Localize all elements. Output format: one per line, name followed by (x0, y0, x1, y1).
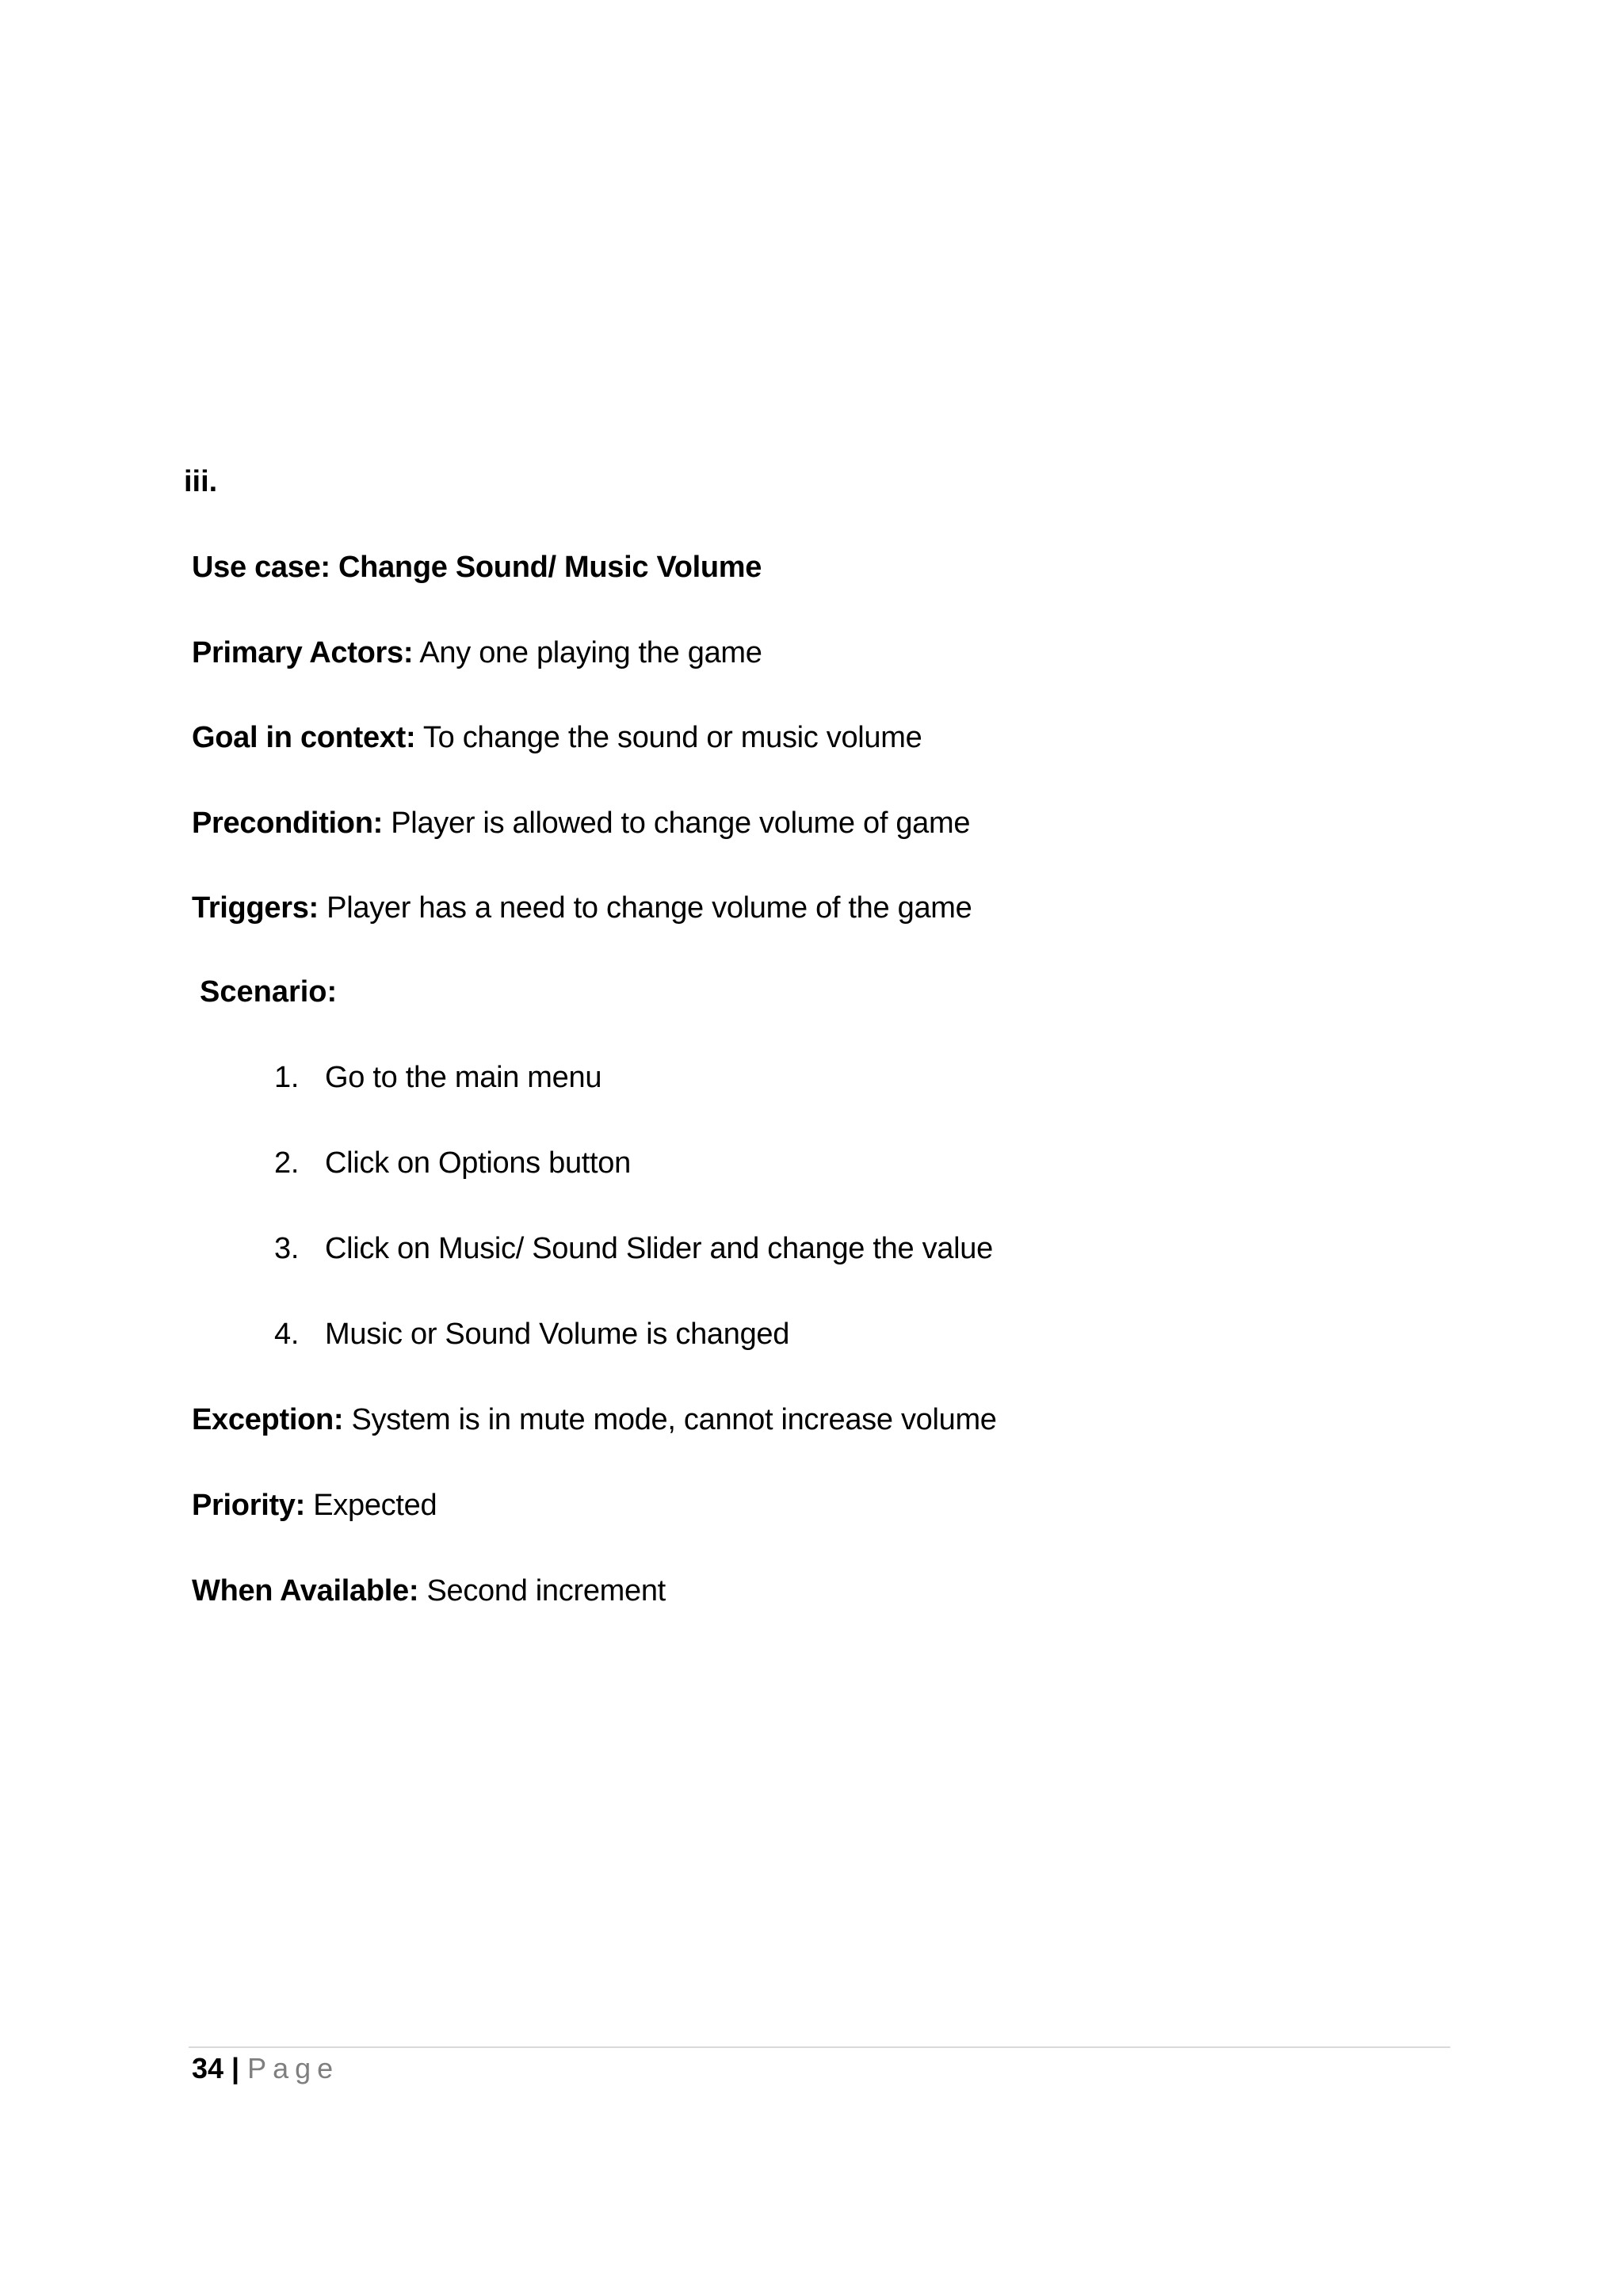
goal-in-context-value: To change the sound or music volume (422, 721, 922, 754)
step-number: 1. (274, 1061, 300, 1094)
use-case-line (192, 548, 762, 586)
scenario-step (274, 1058, 601, 1097)
priority-value: Expected (313, 1489, 437, 1522)
scenario-step (274, 1144, 631, 1182)
scenario-heading: Scenario: (200, 975, 338, 1009)
step-number: 3. (274, 1232, 300, 1265)
primary-actors-value: Any one playing the game (419, 636, 762, 669)
goal-in-context-line (192, 719, 922, 757)
precondition-line (192, 804, 970, 842)
step-text: Click on Music/ Sound Slider and change the value (325, 1232, 993, 1265)
exception-label: Exception: (192, 1403, 344, 1436)
step-number: 2. (274, 1146, 300, 1180)
footer-separator: | (231, 2052, 240, 2084)
section-number: iii. (184, 465, 218, 498)
primary-actors-label: Primary Actors: (192, 636, 414, 669)
step-text: Go to the main menu (325, 1061, 602, 1094)
exception-line (192, 1401, 997, 1439)
when-available-line (192, 1572, 666, 1610)
when-available-label: When Available: (192, 1574, 419, 1608)
use-case-label: Use case: (192, 551, 330, 584)
triggers-label: Triggers: (192, 891, 319, 925)
when-available-value: Second increment (426, 1574, 666, 1608)
exception-value: System is in mute mode, cannot increase volume (351, 1403, 997, 1436)
goal-in-context-label: Goal in context: (192, 721, 416, 754)
precondition-value: Player is allowed to change volume of game (391, 807, 971, 840)
primary-actors-line (192, 634, 762, 672)
triggers-line (192, 889, 972, 927)
scenario-step (274, 1230, 993, 1268)
page-number: 34 (192, 2052, 224, 2084)
page-footer (192, 2050, 339, 2087)
priority-label: Priority: (192, 1489, 305, 1522)
scenario-step (274, 1315, 789, 1353)
triggers-value: Player has a need to change volume of the game (327, 891, 972, 925)
use-case-title: Change Sound/ Music Volume (338, 551, 762, 584)
page-label: Page (247, 2052, 340, 2084)
step-number: 4. (274, 1318, 300, 1351)
precondition-label: Precondition: (192, 807, 383, 840)
step-text: Music or Sound Volume is changed (325, 1318, 790, 1351)
footer-divider (189, 2046, 1450, 2048)
step-text: Click on Options button (325, 1146, 631, 1180)
priority-line (192, 1486, 437, 1524)
